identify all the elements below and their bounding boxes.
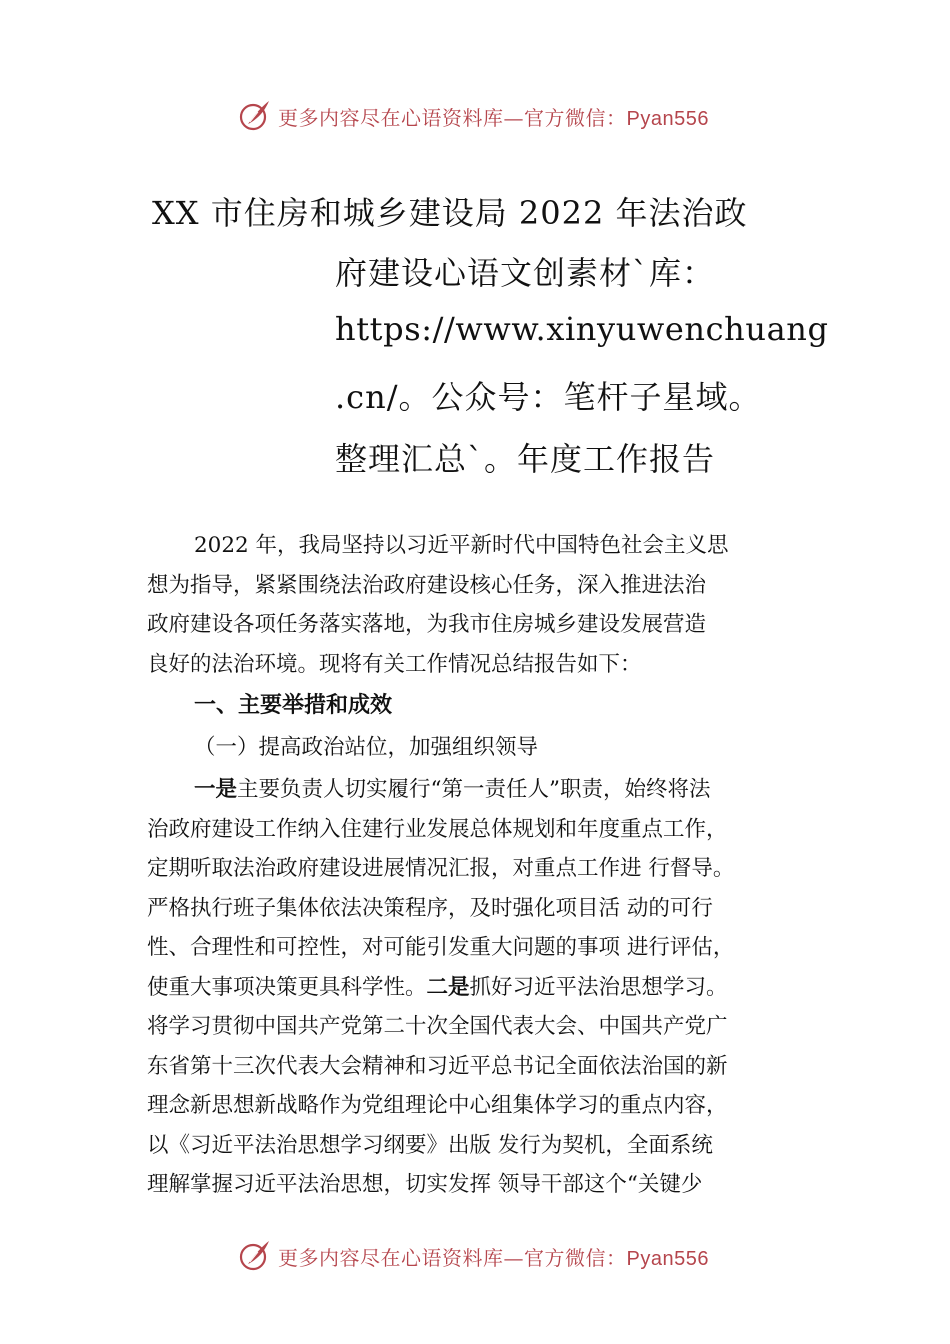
body-line	[147, 770, 847, 810]
body-line: 定期听取法治政府建设进展情况汇报，对重点工作进 行督导。	[147, 856, 735, 881]
body-text: 使重大事项决策更具科学性。	[147, 974, 427, 1000]
intro-line: 2022 年，我局坚持以习近平新时代中国特色社会主义思	[194, 533, 729, 558]
banner-wechat-id: Pyan556	[626, 108, 709, 130]
body-line: 将学习贯彻中国共产党第二十次全国代表大会、中国共产党广	[147, 1014, 728, 1039]
body-line: 治政府建设工作纳入住建行业发展总体规划和年度重点工作，	[147, 816, 728, 842]
quill-logo-icon	[238, 1238, 272, 1272]
title-line-3: https://www.xinyuwenchuang	[335, 310, 829, 348]
body-line: 以《习近平法治思想学习纲要》出版 发行为契机，全面系统	[147, 1132, 713, 1158]
body-line	[147, 968, 847, 1008]
body-paragraph	[147, 770, 847, 1205]
header-banner	[0, 96, 950, 136]
banner-main-text: 更多内容尽在心语资料库—官方微信：	[278, 106, 627, 130]
body-line: 东省第十三次代表大会精神和习近平总书记全面依法治国的新	[147, 1053, 728, 1079]
body-line: 性、合理性和可控性，对可能引发重大问题的事项 进行评估，	[147, 935, 735, 960]
banner-text	[278, 1242, 709, 1271]
quill-logo-icon	[238, 98, 272, 132]
second-label: 二是	[426, 974, 470, 1000]
body-line: 理解掌握习近平法治思想，切实发挥 领导干部这个“关键少	[147, 1172, 703, 1197]
title-line-2: 府建设心语文创素材`库：	[335, 254, 716, 292]
banner-wechat-id: Pyan556	[626, 1248, 709, 1270]
body-line: 严格执行班子集体依法决策程序，及时强化项目活 动的可行	[147, 895, 713, 921]
intro-line: 想为指导，紧紧围绕法治政府建设核心任务，深入推进法治	[147, 572, 707, 598]
body-text: 主要负责人切实履行“第一责任人”职责，始终将法	[237, 777, 711, 802]
section-heading: 一、主要举措和成效	[194, 693, 393, 718]
footer-banner	[0, 1236, 950, 1276]
subsection-heading: （一）提高政治站位，加强组织领导	[194, 735, 539, 760]
title-line-5: 整理汇总`。年度工作报告	[335, 440, 716, 478]
banner-text	[278, 102, 709, 131]
intro-line: 政府建设各项任务落实落地，为我市住房城乡建设发展营造	[147, 612, 707, 637]
body-text: 抓好习近平法治思想学习。	[469, 974, 728, 1000]
title-line-4: .cn/。公众号：笔杆子星域。	[335, 378, 762, 416]
intro-line: 良好的法治环境。现将有关工作情况总结报告如下：	[147, 651, 642, 677]
first-label: 一是	[194, 777, 238, 802]
banner-main-text: 更多内容尽在心语资料库—官方微信：	[278, 1246, 627, 1270]
intro-paragraph	[147, 526, 847, 684]
body-line: 理念新思想新战略作为党组理论中心组集体学习的重点内容，	[147, 1093, 728, 1118]
title-line-1: XX 市住房和城乡建设局 2022 年法治政	[152, 194, 748, 232]
